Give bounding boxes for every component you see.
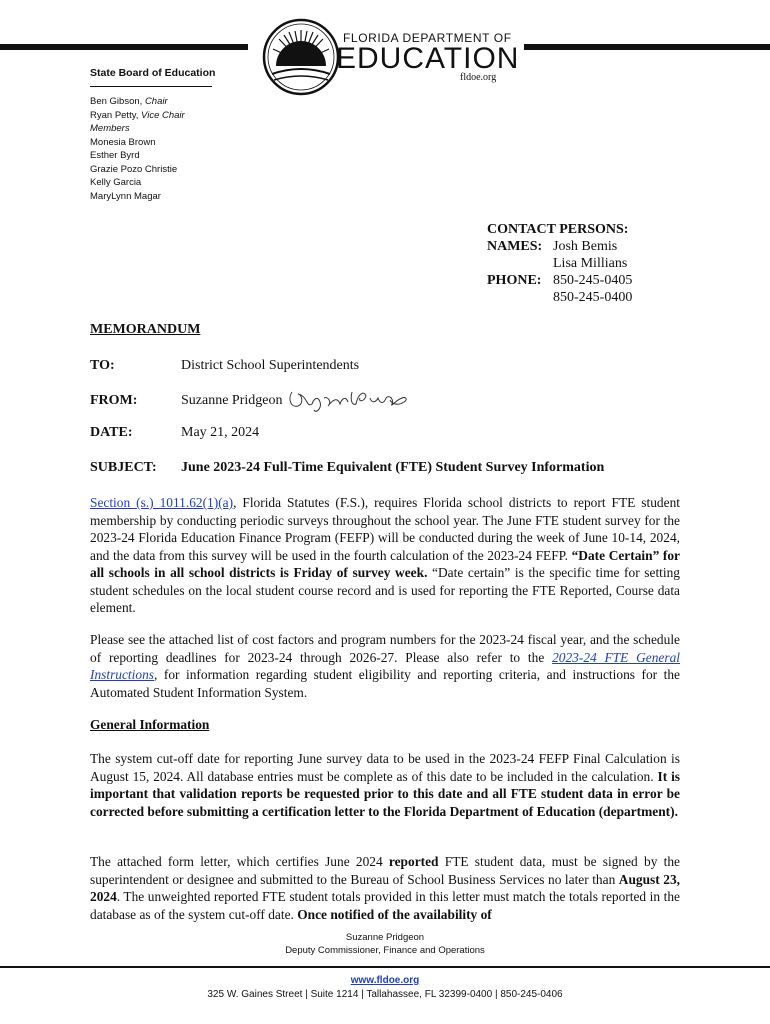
memo-title: MEMORANDUM: [90, 322, 201, 337]
logo-url-text: fldoe.org: [460, 72, 497, 83]
board-member: Esther Byrd: [90, 150, 140, 161]
footer-rule: [0, 966, 770, 968]
memo-to-row: [90, 358, 359, 374]
contact-heading: CONTACT PERSONS:: [487, 222, 629, 237]
board-member: Monesia Brown: [90, 136, 156, 148]
board-member: MaryLynn Magar: [90, 190, 161, 202]
agency-word: EDUCATION: [336, 42, 520, 75]
phone-label: PHONE:: [487, 273, 542, 288]
to-value: District School Superintendents: [181, 358, 360, 373]
from-value: Suzanne Pridgeon: [181, 393, 283, 408]
names-label: NAMES:: [487, 239, 543, 254]
date-value: May 21, 2024: [181, 425, 260, 440]
footer-address: 325 W. Gaines Street | Suite 1214 | Tallahassee, FL 32399-0400 | 850-245-0406: [207, 989, 563, 1000]
contact-block: [487, 221, 632, 306]
from-label: FROM:: [90, 393, 138, 408]
memo-date-row: [90, 425, 259, 441]
board-member: Kelly Garcia: [90, 177, 142, 188]
board-chair: Ben Gibson, Chair: [90, 96, 168, 107]
header-rule-left: [0, 44, 248, 50]
subject-label: SUBJECT:: [90, 460, 157, 475]
date-label: DATE:: [90, 425, 133, 440]
paragraph-cutoff: The system cut-off date for reporting June survey data to be used in the 2023-24 FEFP Final Calculation is August 15, 2024. All database entries must be complete as of this date to be included in the calculation. It is important that validation reports be requested prior to this date and all FTE student data in error be corrected before submitting a certification letter to the Florida Department of Education (department).: [90, 751, 680, 819]
handwritten-signature-icon: [286, 384, 411, 418]
board-rule: [90, 86, 212, 87]
paragraph-statute: Section (s.) 1011.62(1)(a), Florida Statutes (F.S.), requires Florida school districts to report FTE student membership by conducting periodic surveys throughout the school year. The June FTE student survey for the 2023-24 Florida Education Finance Program (FEFP) will be conducted during the week of June 10-14, 2024, and the data from this survey will be used in the fourth calculation of the 2023-24 FEFP. “Date Certain” for all schools in all school districts is Friday of survey week. “Date certain” is the specific time for setting student schedules on the local student course record and is used for reporting the FTE Reported, Course data element.: [90, 495, 680, 615]
statute-link[interactable]: Section (s.) 1011.62(1)(a): [90, 495, 234, 510]
contact-name: Lisa Millians: [553, 256, 628, 271]
subject-value: June 2023-24 Full-Time Equivalent (FTE) Student Survey Information: [181, 460, 605, 475]
footer-website: [0, 975, 770, 986]
fldoe-sun-logo-icon: [262, 18, 340, 96]
footer-sig-name: Suzanne Pridgeon: [345, 932, 425, 943]
footer-sig-title: Deputy Commissioner, Finance and Operations: [285, 945, 485, 956]
contact-name: Josh Bemis: [553, 239, 618, 254]
section-general-information: General Information: [90, 717, 210, 732]
header-rule-right: [524, 44, 770, 50]
board-vice-chair: Ryan Petty, Vice Chair: [90, 109, 185, 121]
board-list: [90, 95, 185, 203]
to-label: TO:: [90, 358, 115, 373]
board-title: State Board of Education: [90, 67, 216, 79]
contact-phone: 850-245-0405: [553, 273, 633, 288]
paragraph-form-letter: The attached form letter, which certifies June 2024 reported FTE student data, must be signed by the superintendent or designee and submitted to the Bureau of School Business Services no later than August 23, 2024. The unweighted reported FTE student totals provided in this letter must match the totals reported in the database as of the system cut-off date. Once notified of the availability of: [90, 854, 680, 922]
memo-from-row: [90, 384, 411, 418]
board-members-label: Members: [90, 123, 130, 134]
board-member: Grazie Pozo Christie: [90, 163, 178, 175]
paragraph-attachments: Please see the attached list of cost factors and program numbers for the 2023-24 fiscal year, and the schedule of reporting deadlines for 2023-24 through 2026-27. Please also refer to the 2023-24 FTE General Instructions, for information regarding student eligibility and reporting criteria, and instructions for the Automated Student Information System.: [90, 632, 680, 700]
agency-line: FLORIDA DEPARTMENT OF: [343, 31, 512, 45]
fte-instructions-link[interactable]: 2023-24 FTE General Instructions: [90, 649, 680, 682]
contact-phone: 850-245-0400: [553, 290, 633, 305]
website-link[interactable]: www.fldoe.org: [350, 975, 420, 986]
memo-subject-row: [90, 460, 604, 476]
